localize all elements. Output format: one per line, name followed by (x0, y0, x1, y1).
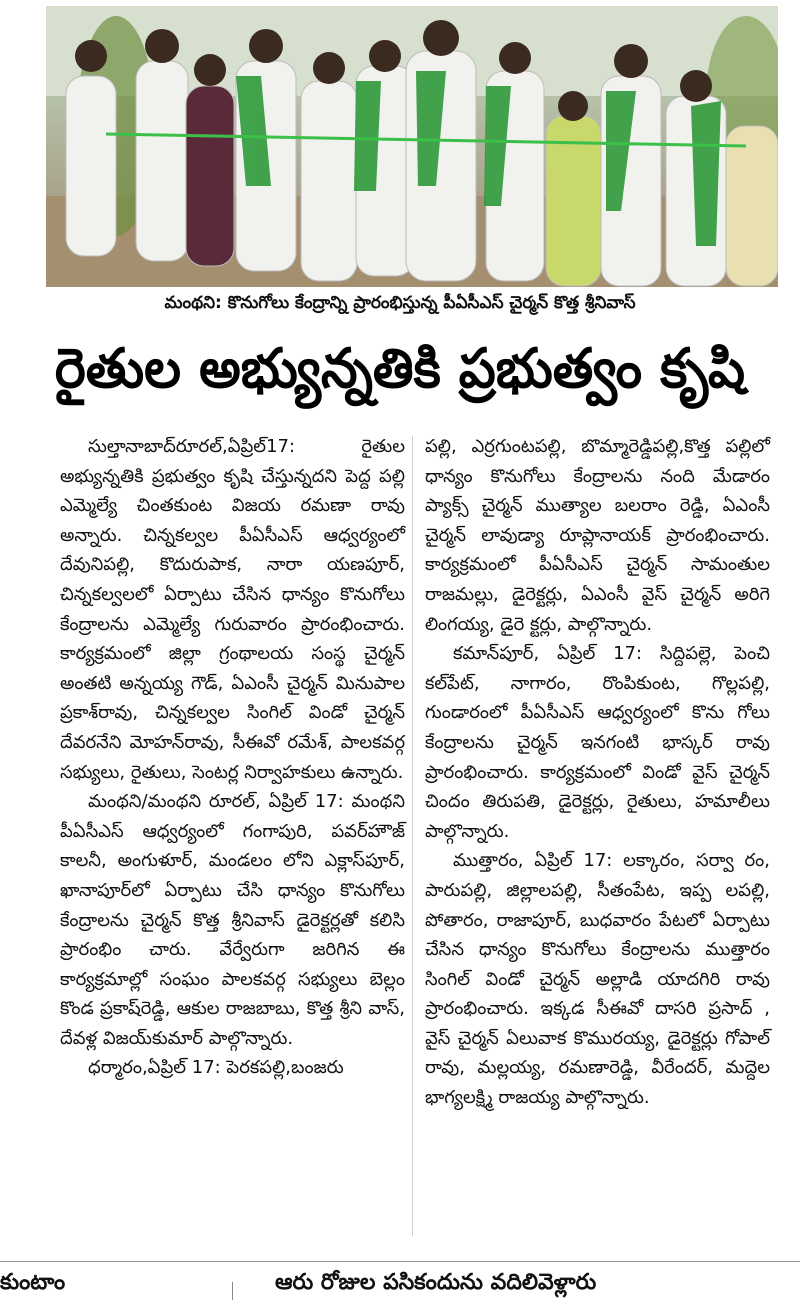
news-photo (46, 6, 778, 287)
article-right-column (425, 432, 770, 1113)
bottom-separator (232, 1282, 233, 1300)
bottom-rule (0, 1261, 800, 1262)
next-article-headline-fragment: ఆరు రోజుల పసికందును వదిలివెళ్లారు (275, 1270, 597, 1295)
article-paragraph: పల్లి, ఎర్రగుంటపల్లి, బొమ్మారెడ్డిపల్లి,కొత్త పల్లిలో ధాన్యం కొనుగోలు కేంద్రాలను నంది మేడారం ప్యాక్స్ చైర్మన్ ముత్యాల బలరాం రెడ్డి, ఏఎంసీ చైర్మన్ లావుడ్యా రూప్లానాయక్ ప్రారంభించారు. కార్యక్రమంలో పీఏసీఎస్ చైర్మన్ సామంతుల రాజమల్లు, డైరెక్టర్లు, ఏఎంసీ వైస్ చైర్మన్ అరిగె లింగయ్య, డైరె క్టర్లు, పాల్గొన్నారు. (425, 436, 770, 635)
photo-caption: మంథని: కొనుగోలు కేంద్రాన్ని ప్రారంభిస్తున్న పీఏసీఎస్ చైర్మన్ కొత్త శ్రీనివాస్ (164, 293, 636, 313)
article-paragraph: ధర్మారం,ఏప్రిల్ 17: పెరకపల్లి,బంజరు (88, 1057, 344, 1079)
column-divider (412, 436, 413, 1236)
headline: రైతుల అభ్యున్నతికి ప్రభుత్వం కృషి (54, 336, 746, 401)
article-paragraph: ముత్తారం, ఏప్రిల్ 17: లక్కారం, సర్వా రం, పారుపల్లి, జిల్లాలపల్లి, సీతంపేట, ఇప్ప లపల్లి, పోతారం, రాజాపూర్, బుధవారం పేటలో ఏర్పాటు చేసిన ధాన్యం కొనుగోలు కేంద్రాలను ముత్తారం సింగిల్ విండో చైర్మన్ అల్లాడి యాదగిరి రావు ప్రారంభించారు. ఇక్కడ సీఈవో దాసరి ప్రసాద్ , వైస్ చైర్మన్ ఏలువాక కొమురయ్య, డైరెక్టర్లు గోపాల్ రావు, మల్లయ్య, రమణారెడ్డి, వీరేందర్, మద్దెల భాగ్యలక్ష్మి రాజయ్య పాల్గొన్నారు. (425, 850, 770, 1109)
article-left-column (60, 432, 405, 1083)
article-paragraph: సుల్తానాబాద్‌రూరల్,ఏప్రిల్17: రైతుల అభ్యున్నతికి ప్రభుత్వం కృషి చేస్తున్నదని పెద్ద పల్లి ఎమ్మెల్యే చింతకుంట విజయ రమణా రావు అన్నారు. చిన్నకల్వల పీఏసీఎస్ ఆధ్వర్యంలో దేవునిపల్లి, కొదురుపాక, నారా యణపూర్, చిన్నకల్వలలో ఏర్పాటు చేసిన ధాన్యం కొనుగోలు కేంద్రాలను ఎమ్మెల్యే గురువారం ప్రారంభించారు. కార్యక్రమంలో జిల్లా గ్రంథాలయ సంస్థ చైర్మన్ అంతటి అన్నయ్య గౌడ్, ఏఎంసీ చైర్మన్ మినుపాల ప్రకాశ్‌రావు, చిన్నకల్వల సింగిల్ విండో చైర్మన్ దేవరనేని మోహన్‌రావు, సీఈవో రమేశ్, పాలకవర్గ సభ్యులు, రైతులు, సెంటర్ల నిర్వాహకులు ఉన్నారు. (60, 436, 405, 783)
next-article-fragment-left: కుంటాం (0, 1270, 66, 1295)
article-paragraph: మంథని/మంథని రూరల్, ఏప్రిల్ 17: మంథని పీఏసీఎస్ ఆధ్వర్యంలో గంగాపురి, పవర్‌హౌజ్ కాలనీ, అంగుళూర్, మండలం లోని ఎక్లాస్‌పూర్, ఖానాపూర్‌లో ఏర్పాటు చేసి ధాన్యం కొనుగోలు కేంద్రాలను చైర్మన్ కొత్త శ్రీనివాస్ డైరెక్టర్లతో కలిసి ప్రారంభిం చారు. వేర్వేరుగా జరిగిన ఈ కార్యక్రమాల్లో సంఘం పాలకవర్గ సభ్యులు బెల్లం కొండ ప్రకాష్‌రెడ్డి, ఆకుల రాజబాబు, కొత్త శ్రీని వాస్, దేవళ్ల విజయ్‌కుమార్ పాల్గొన్నారు. (60, 791, 405, 1049)
ribbon-cutting-photo (46, 6, 778, 287)
article-paragraph: కమాన్‌పూర్, ఏప్రిల్ 17: సిద్దిపల్లె, పెంచి కల్‌పేట్, నాగారం, రొంపికుంట, గొల్లపల్లి, గుండారంలో పీఏసీఎస్ ఆధ్వర్యంలో కొను గోలు కేంద్రాలను చైర్మన్ ఇనగంటి భాస్కర్ రావు ప్రారంభించారు. కార్యక్రమంలో విండో వైస్ చైర్మన్ చిందం తిరుపతి, డైరెక్టర్లు, రైతులు, హమాలీలు పాల్గొన్నారు. (425, 643, 770, 842)
